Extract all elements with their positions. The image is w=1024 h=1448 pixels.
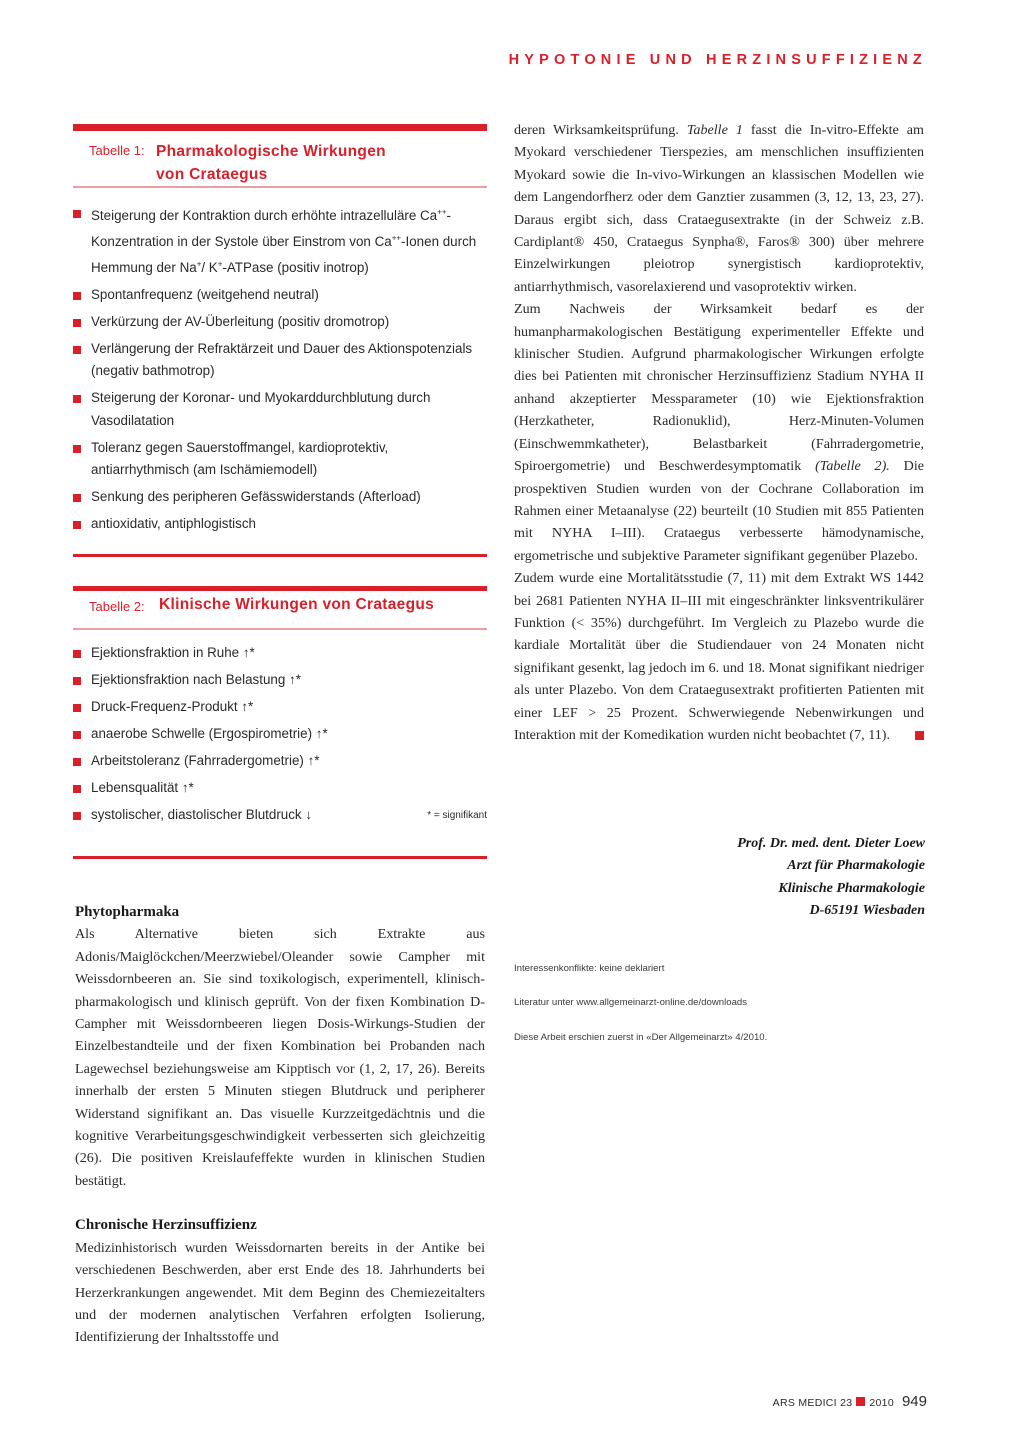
section-heading-phytopharmaka: Phytopharmaka — [75, 904, 180, 920]
table-2-footnote: * = signifikant — [427, 810, 487, 821]
author-name: Prof. Dr. med. dent. Dieter Loew — [737, 836, 925, 851]
end-of-article-square — [915, 731, 924, 740]
author-department: Klinische Pharmakologie — [778, 880, 925, 896]
table-1-heading — [73, 139, 487, 191]
note-literature: Literatur unter www.allgemeinarzt-online.de/downloads — [514, 997, 748, 1008]
table-1-item-text-1: Steigerung der Kontraktion durch erhöhte intrazelluläre Ca++-Konzentration in der Systole über Einstrom von Ca++-Ionen durch Hemmung der Na+/ K+-ATPase (positiv inotrop) — [91, 208, 477, 276]
table-1-bottom-rule — [73, 554, 487, 557]
table-2-item: anaerobe Schwelle (Ergospirometrie) ↑* — [73, 723, 487, 746]
paragraph-chronic-heart-failure: Medizinhistorisch wurden Weissdornarten bereits in der Antike bei verschiedenen Beschwerden, aber erst Ende des 18. Jahrhunderts bei Herzerkrankungen angewendet. Mit dem Beginn des Chemiezeitalters und der modernen analytischen Verfahren erfolgten Isolierung, Identifizierung der Inhaltsstoffe und — [75, 1239, 485, 1346]
paragraph-right-3 — [514, 567, 924, 746]
table-2-reference: (Tabelle 2). — [815, 458, 890, 475]
table-2-item: Ejektionsfraktion nach Belastung ↑* — [73, 669, 487, 692]
table-2-item: Ejektionsfraktion in Ruhe ↑* — [73, 642, 487, 665]
footer-square — [856, 1397, 865, 1406]
table-1-item: Verkürzung der AV-Überleitung (positiv dromotrop) — [73, 311, 487, 334]
author-location: D-65191 Wiesbaden — [809, 903, 925, 919]
table-1 — [73, 124, 487, 191]
paragraph-right-2-a: Zum Nachweis der Wirksamkeit bedarf es der humanpharmakologischen Bestätigung experimenteller Effekte und klinischer Studien. Aufgrund pharmakologischer Wirkungen erfolgte dies bei Patienten mit chronischer Herzinsuffizienz Stadium NYHA II anhand akzeptierter Messparameter (10) wie Ejektionsfraktion (Herzkatheter, Radionuklid), Herz-Minuten-Volumen (Einschwemmkatheter), Belastbarkeit (Fahrradergometrie, Spiroergometrie) und Beschwerdesymptomatik — [514, 301, 924, 475]
table-1-title-line2: von Crataegus — [156, 166, 268, 183]
paragraph-right-1-a: deren Wirksamkeitsprüfung. — [514, 122, 687, 138]
table-1-heading-rule — [73, 186, 487, 188]
table-2 — [73, 586, 487, 626]
left-column — [75, 901, 485, 1349]
author-signature — [737, 833, 925, 923]
table-1-item: Senkung des peripheren Gefässwiderstands (Afterload) — [73, 486, 487, 509]
table-1-item: Toleranz gegen Sauerstoffmangel, kardioprotektiv, antiarrhythmisch (am Ischämiemodell) — [73, 437, 487, 482]
note-first-published: Diese Arbeit erschien zuerst in «Der Allgemeinarzt» 4/2010. — [514, 1032, 768, 1043]
table-2-list — [73, 642, 487, 831]
paragraph-phytopharmaka: Als Alternative bieten sich Extrakte aus Adonis/Maiglöckchen/Meerzwiebel/Oleander sowie Campher mit Weissdornbeeren an. Sie sind toxikologisch, experimentell, klinisch-pharmakologisch und klinisch geprüft. Von der fixen Kombination D-Campher mit Weissdornbeeren liegen Dosis-Wirkungs-Studien der Einzelbestandteile und der fixen Kombination bei Probanden nach Lagewechsel beziehungsweise am Kipptisch vor (1, 2, 17, 26). Bereits innerhalb der ersten 5 Minuten stiegen Blutdruck und peripherer Widerstand signifikant an. Das visuelle Kurzzeitgedächtnis und die kognitive Verarbeitungsgeschwindigkeit verbesserten sich gleichzeitig (26). Die positiven Kreislaufeffekte wurden in klinischen Studien bestätigt. — [75, 926, 485, 1189]
table-2-title: Klinische Wirkungen von Crataegus — [159, 596, 435, 613]
table-1-item: Spontanfrequenz (weitgehend neutral) — [73, 284, 487, 307]
table-2-heading — [73, 586, 487, 626]
section-heading-chronic-heart-failure: Chronische Herzinsuffizienz — [75, 1217, 257, 1234]
author-title: Arzt für Pharmakologie — [787, 858, 925, 874]
table-2-item: Lebensqualität ↑* — [73, 777, 487, 800]
table-2-item: Druck-Frequenz-Produkt ↑* — [73, 696, 487, 719]
footer-journal: ARS MEDICI 23 — [772, 1397, 853, 1409]
table-2-top-bar — [73, 586, 487, 591]
table-1-item: Steigerung der Koronar- und Myokarddurchblutung durch Vasodilatation — [73, 387, 487, 432]
table-2-heading-rule — [73, 628, 487, 630]
table-1-label: Tabelle 1: — [89, 143, 145, 158]
paragraph-right-2-b: Die prospektiven Studien wurden von der Cochrane Collaboration im Rahmen einer Metaanalyse (22) beurteilt (10 Studien mit 855 Patienten mit NYHA I–III). Crataegus verbesserte hämodynamische, ergometrische und subjektive Parameter signifikant gegenüber Plazebo. — [514, 458, 924, 564]
table-1-top-bar — [73, 124, 487, 131]
table-2-bottom-rule — [73, 856, 487, 859]
table-1-list — [73, 202, 487, 540]
page-footer — [773, 1393, 927, 1411]
table-1-item: antioxidativ, antiphlogistisch — [73, 513, 487, 536]
table-1-reference: Tabelle 1 — [686, 122, 743, 138]
table-1-item: Verlängerung der Refraktärzeit und Dauer des Aktionspotenzials (negativ bathmotrop) — [73, 338, 487, 383]
page-number: 949 — [901, 1393, 927, 1410]
running-header: HYPOTONIE UND HERZINSUFFIZIENZ — [508, 52, 927, 68]
right-column — [514, 119, 924, 746]
table-1-title-line1: Pharmakologische Wirkungen — [156, 143, 386, 160]
table-1-item — [73, 202, 487, 280]
footer-year: 2010 — [869, 1397, 894, 1409]
paragraph-right-3-text: Zudem wurde eine Mortalitätsstudie (7, 11) mit dem Extrakt WS 1442 bei 2681 Patienten NYHA II–III mit eingeschränkter linksventrikulärer Funktion (< 35%) durchgeführt. Im Vergleich zu Plazebo wurde die kardiale Mortalität über die Studiendauer von 24 Monaten nicht signifikant gesenkt, lag jedoch im 6. und 18. Monat signifikant niedriger als unter Plazebo. Von dem Crataegusextrakt profitierten Patienten mit einer LEF > 25 Prozent. Schwerwiegende Nebenwirkungen und Interaktion mit der Komedikation wurden nicht beobachtet (7, 11). — [514, 570, 924, 743]
table-2-item: Arbeitstoleranz (Fahrradergometrie) ↑* — [73, 750, 487, 773]
paragraph-right-1-b: fasst die In-vitro-Effekte am Myokard verschiedener Tierspezies, am menschlichen insuffizienten Myokard sowie die In-vivo-Wirkungen an klassischen Modellen wie dem Langendorfherz oder dem Ganztier zusammen (3, 12, 13, 23, 27). Daraus ergibt sich, dass Crataegusextrakte (in der Schweiz z.B. Cardiplant® 450, Crataegus Synpha®, Faros® 300) über mehrere Einzelwirkungen pleiotrop synergistisch kardioprotektiv, antiarrhythmisch, vasorelaxierend und vasoprotektiv wirken. — [514, 122, 925, 295]
paragraph-right-1 — [514, 119, 924, 298]
paragraph-right-2 — [514, 298, 924, 567]
table-2-label: Tabelle 2: — [89, 599, 145, 614]
table-2-item-text: systolischer, diastolischer Blutdruck ↓ — [91, 807, 313, 822]
note-conflicts: Interessenkonflikte: keine deklariert — [514, 963, 665, 974]
table-2-item — [73, 804, 487, 827]
